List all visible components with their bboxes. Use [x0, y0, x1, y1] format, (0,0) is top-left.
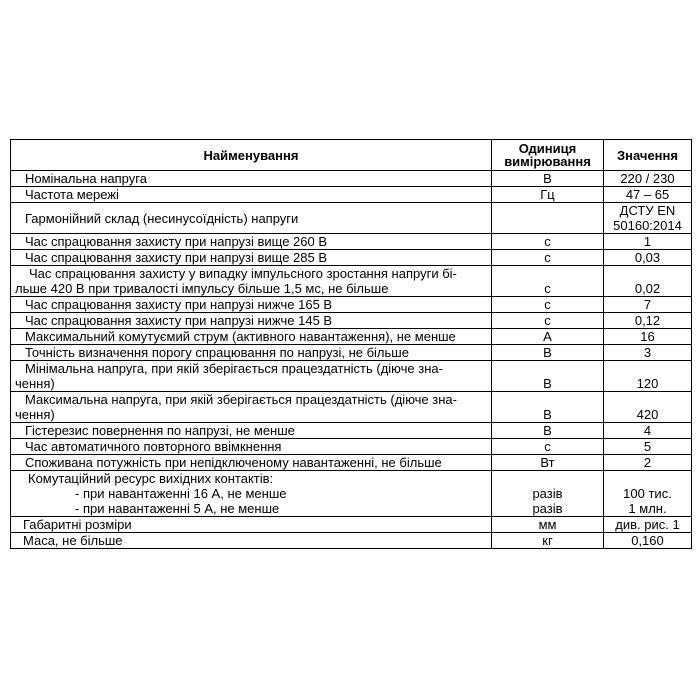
table-row — [11, 297, 692, 313]
row-name: Час автоматичного повторного ввімкнення — [11, 439, 492, 455]
row-name-line2: чення) — [15, 376, 55, 391]
row-value: 0,160 — [604, 533, 692, 549]
row-unit: В — [492, 423, 604, 439]
row-value-line1: 100 тис. — [623, 486, 672, 501]
row-name-line1: Мінімальна напруга, при якій зберігається працездатність (діюче зна- — [25, 361, 443, 376]
row-unit: А — [492, 329, 604, 345]
table-row — [11, 361, 692, 392]
row-unit-line1: разів — [532, 486, 563, 501]
table-row — [11, 313, 692, 329]
row-name: Споживана потужність при непідключеному навантаженні, не більше — [11, 455, 492, 471]
row-unit — [492, 471, 604, 517]
row-unit: с — [492, 439, 604, 455]
row-value: див. рис. 1 — [604, 517, 692, 533]
row-unit: В — [492, 392, 604, 423]
row-name — [11, 361, 492, 392]
table-row — [11, 533, 692, 549]
row-value: 0,12 — [604, 313, 692, 329]
row-name: Частота мережі — [11, 187, 492, 203]
row-unit: Вт — [492, 455, 604, 471]
row-unit: с — [492, 234, 604, 250]
table-row — [11, 423, 692, 439]
row-name — [11, 266, 492, 297]
row-value: 2 — [604, 455, 692, 471]
row-unit: кг — [492, 533, 604, 549]
row-value-line1: ДСТУ EN — [619, 203, 676, 218]
row-value: 120 — [604, 361, 692, 392]
table-row — [11, 329, 692, 345]
header-value: Значення — [604, 140, 692, 171]
row-name: Габаритні розміри — [11, 517, 492, 533]
row-unit: В — [492, 345, 604, 361]
table-header-row — [11, 140, 692, 171]
row-name — [11, 471, 492, 517]
row-value — [604, 203, 692, 234]
row-name: Час спрацювання захисту при напрузі нижче 145 В — [11, 313, 492, 329]
row-unit: В — [492, 171, 604, 187]
row-value — [604, 471, 692, 517]
row-value: 7 — [604, 297, 692, 313]
row-value-line2: 50160:2014 — [613, 218, 682, 233]
row-name: Гістерезис повернення по напрузі, не менше — [11, 423, 492, 439]
row-unit — [492, 203, 604, 234]
row-name: Час спрацювання захисту при напрузі вище 285 В — [11, 250, 492, 266]
table-row — [11, 203, 692, 234]
row-unit: мм — [492, 517, 604, 533]
row-value: 47 – 65 — [604, 187, 692, 203]
header-unit-line2: вимірювання — [504, 154, 591, 169]
row-value: 5 — [604, 439, 692, 455]
row-value: 420 — [604, 392, 692, 423]
table-row — [11, 455, 692, 471]
table-row — [11, 345, 692, 361]
table-row — [11, 266, 692, 297]
row-name-sub2: - при навантаженні 5 А, не менше — [75, 501, 280, 516]
header-name: Найменування — [11, 140, 492, 171]
row-value: 4 — [604, 423, 692, 439]
row-name: Точність визначення порогу спрацювання по напрузі, не більше — [11, 345, 492, 361]
row-unit: с — [492, 266, 604, 297]
table-row — [11, 471, 692, 517]
table-row — [11, 439, 692, 455]
row-unit: с — [492, 297, 604, 313]
row-value: 0,03 — [604, 250, 692, 266]
row-unit-line2: разів — [532, 501, 563, 516]
row-unit: с — [492, 313, 604, 329]
table-row — [11, 187, 692, 203]
row-name: Маса, не більше — [11, 533, 492, 549]
table-row — [11, 250, 692, 266]
row-name: Максимальний комутуємий струм (активного навантаження), не менше — [11, 329, 492, 345]
specifications-table — [10, 139, 692, 549]
table-row — [11, 392, 692, 423]
row-name-title: Комутаційний ресурс вихідних контактів: — [28, 471, 274, 486]
row-value: 1 — [604, 234, 692, 250]
row-value: 220 / 230 — [604, 171, 692, 187]
row-name-line1: Час спрацювання захисту у випадку імпульсного зростання напруги бі- — [29, 266, 457, 281]
row-name-line1: Максимальна напруга, при якій зберігається працездатність (діюче зна- — [25, 392, 457, 407]
row-unit: Гц — [492, 187, 604, 203]
row-name — [11, 392, 492, 423]
row-value: 16 — [604, 329, 692, 345]
header-unit — [492, 140, 604, 171]
row-name: Час спрацювання захисту при напрузі нижче 165 В — [11, 297, 492, 313]
header-unit-line1: Одиниця — [518, 141, 577, 156]
table-row — [11, 234, 692, 250]
row-unit: с — [492, 250, 604, 266]
row-name-line2: льше 420 В при тривалості імпульсу більше 1,5 мс, не більше — [15, 281, 389, 296]
row-name-sub1: - при навантаженні 16 А, не менше — [75, 486, 287, 501]
row-value: 3 — [604, 345, 692, 361]
row-name: Час спрацювання захисту при напрузі вище 260 В — [11, 234, 492, 250]
row-name-line2: чення) — [15, 407, 55, 422]
table-row — [11, 517, 692, 533]
table-row — [11, 171, 692, 187]
row-unit: В — [492, 361, 604, 392]
row-name: Гармонійний склад (несинусоїдність) напруги — [11, 203, 492, 234]
row-name: Номінальна напруга — [11, 171, 492, 187]
row-value-line2: 1 млн. — [628, 501, 667, 516]
row-value: 0,02 — [604, 266, 692, 297]
